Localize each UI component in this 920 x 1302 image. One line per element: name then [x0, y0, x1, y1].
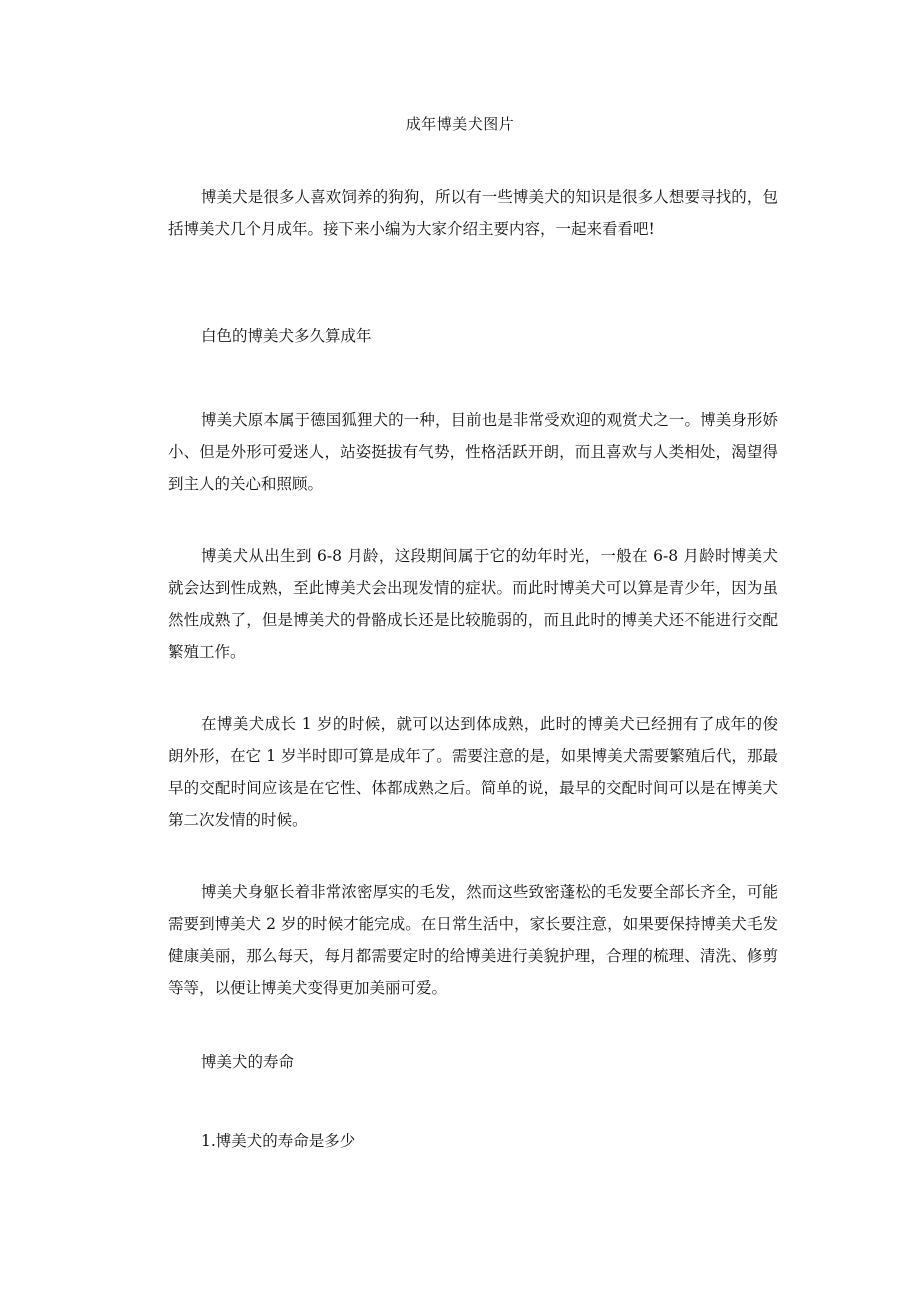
section-heading-lifespan: 博美犬的寿命: [201, 1053, 295, 1071]
document-title: 成年博美犬图片: [405, 115, 515, 133]
paragraph-origin: 博美犬原本属于德国狐狸犬的一种，目前也是非常受欢迎的观赏犬之一。博美身形娇小、但是外形可爱迷人，站姿挺拔有气势，性格活跃开朗，而且喜欢与人类相处，渴望得到主人的关心和照顾。: [168, 411, 778, 493]
paragraph-sexual-maturity: 博美犬从出生到 6-8 月龄，这段期间属于它的幼年时光，一般在 6-8 月龄时博美犬就会达到性成熟，至此博美犬会出现发情的症状。而此时博美犬可以算是青少年，因为虽然性成熟了，但是博美犬的骨骼成长还是比较脆弱的，而且此时的博美犬还不能进行交配繁殖工作。: [168, 547, 778, 661]
section-heading-adulthood: 白色的博美犬多久算成年: [201, 327, 372, 345]
subheading-lifespan-question: 1.博美犬的寿命是多少: [201, 1132, 356, 1150]
intro-paragraph: 博美犬是很多人喜欢饲养的狗狗，所以有一些博美犬的知识是很多人想要寻找的，包括博美犬几个月成年。接下来小编为大家介绍主要内容，一起来看看吧!: [168, 188, 778, 238]
paragraph-coat: 博美犬身躯长着非常浓密厚实的毛发，然而这些致密蓬松的毛发要全部长齐全，可能需要到博美犬 2 岁的时候才能完成。在日常生活中，家长要注意，如果要保持博美犬毛发健康美丽，那么每天，每月都需要定时的给博美进行美貌护理，合理的梳理、清洗、修剪等等，以便让博美犬变得更加美丽可爱。: [168, 883, 778, 997]
paragraph-body-maturity: 在博美犬成长 1 岁的时候，就可以达到体成熟，此时的博美犬已经拥有了成年的俊朗外形，在它 1 岁半时即可算是成年了。需要注意的是，如果博美犬需要繁殖后代，那最早的交配时间应该是在它性、体都成熟之后。简单的说，最早的交配时间可以是在博美犬第二次发情的时候。: [168, 715, 778, 829]
